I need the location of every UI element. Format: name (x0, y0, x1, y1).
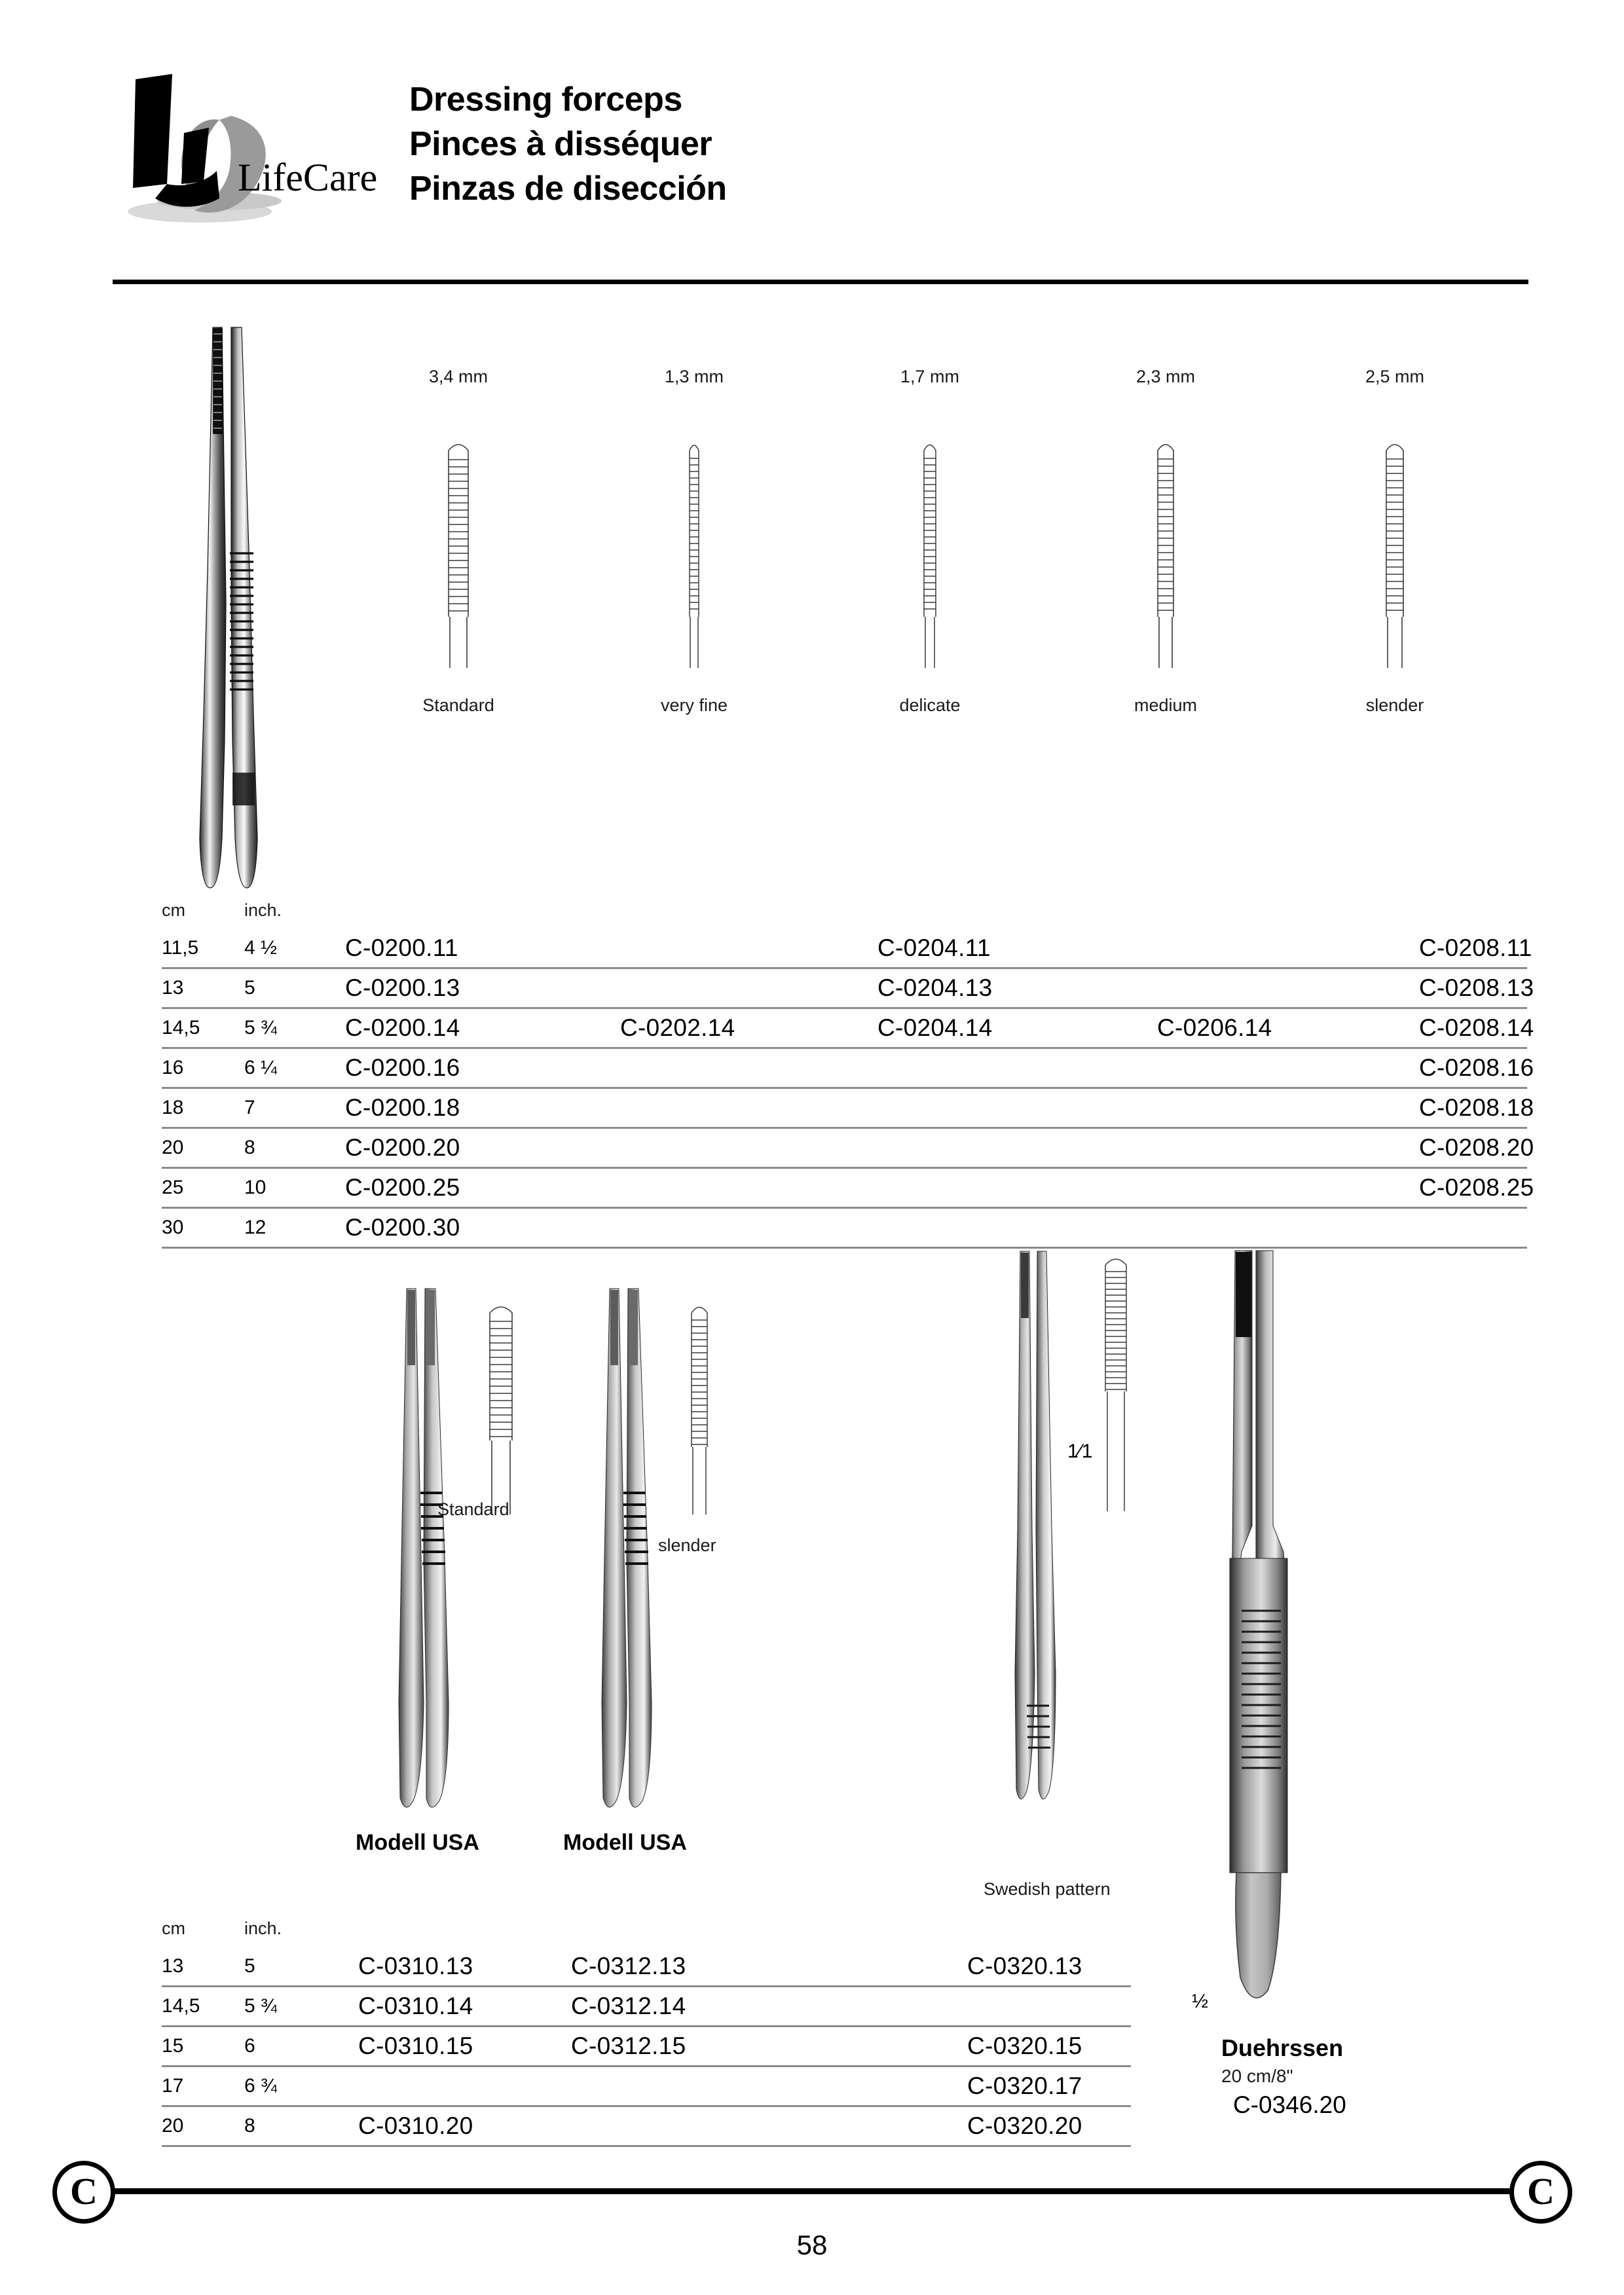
cell-inch: 5 ¾ (244, 1017, 278, 1038)
cell-inch: 8 (244, 2115, 255, 2137)
table-row (162, 969, 1534, 1009)
page-title-es: Pinzas de disección (409, 170, 727, 208)
svg-text:LifeCare: LifeCare (238, 156, 378, 199)
tip-column-4 (1310, 367, 1480, 716)
table-header-row (162, 1919, 1131, 1947)
tip-column-0 (373, 367, 544, 716)
tip-diagram-standard (373, 420, 544, 669)
cell-cm: 13 (162, 1955, 184, 1977)
cell-code-a: C-0200.25 (345, 1174, 460, 1201)
cell-code-b: C-0312.14 (571, 1992, 686, 2019)
label-swedish-pattern: Swedish pattern (984, 1879, 1111, 1899)
cell-code-b: C-0312.13 (571, 1953, 686, 1979)
label-slender-mid: slender (658, 1535, 716, 1555)
cell-cm: 17 (162, 2075, 184, 2097)
tip-diagram-delicate (845, 420, 1015, 669)
tip-diagram-swedish-pattern (1087, 1251, 1146, 1513)
cell-code-c: C-0204.13 (877, 974, 993, 1001)
cell-code-e: C-0208.20 (1419, 1134, 1534, 1161)
table-row (162, 1169, 1534, 1209)
cell-code-d: C-0206.14 (1157, 1014, 1272, 1041)
cell-code-c: C-0320.13 (967, 1953, 1082, 1979)
table-row (162, 1089, 1534, 1129)
cell-code-c: C-0320.20 (967, 2112, 1082, 2139)
cell-cm: 14,5 (162, 1995, 200, 2017)
scale-marker-swedish: 1⁄1 (1067, 1441, 1093, 1462)
tip-mm-label: 2,3 mm (1135, 367, 1196, 386)
cell-inch: 5 (244, 977, 255, 999)
cell-code-c: C-0320.17 (967, 2072, 1082, 2099)
cell-cm: 15 (162, 2035, 184, 2057)
cell-code-a: C-0200.30 (345, 1214, 460, 1241)
tip-mm-label: 1,7 mm (900, 367, 960, 386)
col-header-inch: inch. (244, 1919, 282, 1938)
page-title-fr: Pinces à disséquer (409, 125, 712, 163)
duehrssen-caption-group (1221, 2033, 1496, 2121)
col-header-cm: cm (162, 1919, 185, 1938)
footer-badge-left: C (52, 2161, 115, 2224)
table-header-row (162, 900, 1527, 929)
tip-column-1 (609, 367, 779, 716)
tip-name-label: delicate (899, 695, 961, 715)
lifecare-logo (121, 62, 396, 232)
cell-inch: 10 (244, 1177, 267, 1198)
table-row (162, 1947, 1131, 1987)
tip-column-2 (845, 367, 1015, 716)
duehrssen-code: C-0346.20 (1233, 2091, 1346, 2118)
dressing-forceps-photo-main (193, 321, 265, 897)
cell-cm: 20 (162, 1137, 184, 1158)
page-title-en: Dressing forceps (409, 81, 682, 119)
tip-mm-label: 3,4 mm (428, 367, 489, 386)
cell-code-a: C-0200.20 (345, 1134, 460, 1161)
cell-code-a: C-0310.14 (358, 1992, 473, 2019)
cell-cm: 18 (162, 1097, 184, 1118)
cell-code-e: C-0208.16 (1419, 1054, 1534, 1081)
cell-inch: 6 ¼ (244, 1057, 278, 1078)
cell-code-e: C-0208.11 (1419, 934, 1532, 961)
cell-code-a: C-0200.11 (345, 934, 458, 961)
cell-inch: 5 (244, 1955, 255, 1977)
cell-cm: 16 (162, 1057, 184, 1078)
product-table-upper (162, 900, 1534, 1249)
cell-cm: 25 (162, 1177, 184, 1198)
table-row (162, 1049, 1534, 1089)
cell-cm: 13 (162, 977, 184, 999)
cell-code-c: C-0320.15 (967, 2032, 1082, 2059)
cell-code-a: C-0200.16 (345, 1054, 460, 1081)
duehrssen-size: 20 cm/8" (1221, 2066, 1293, 2086)
cell-code-c: C-0204.14 (877, 1014, 993, 1041)
col-header-inch: inch. (244, 900, 282, 920)
cell-inch: 6 (244, 2035, 255, 2057)
table-row (162, 2067, 1131, 2107)
tip-diagram-slender (1310, 420, 1480, 669)
table-row (162, 2027, 1131, 2067)
col-header-cm: cm (162, 900, 185, 920)
cell-inch: 8 (244, 1137, 255, 1158)
cell-code-c: C-0204.11 (877, 934, 991, 961)
cell-inch: 4 ½ (244, 937, 278, 959)
header-divider (113, 280, 1528, 284)
product-table-lower (162, 1919, 1131, 2147)
table-row (162, 1009, 1534, 1049)
table-row (162, 1129, 1534, 1169)
table-row (162, 929, 1532, 969)
duehrssen-name: Duehrssen (1221, 2034, 1344, 2061)
cell-code-a: C-0310.20 (358, 2112, 473, 2139)
swedish-pattern-forceps-photo (1001, 1247, 1073, 1817)
cell-code-a: C-0310.13 (358, 1953, 473, 1979)
cell-code-b: C-0312.15 (571, 2032, 686, 2059)
tip-name-label: medium (1134, 695, 1198, 715)
scale-marker-duehrssen: ½ (1192, 1991, 1209, 2012)
cell-code-a: C-0200.13 (345, 974, 460, 1001)
page-number: 58 (796, 2230, 828, 2260)
footer-badge-right: C (1509, 2161, 1572, 2224)
cell-cm: 11,5 (162, 937, 199, 959)
label-modell-usa-1: Modell USA (356, 1830, 479, 1855)
cell-code-b: C-0202.14 (620, 1014, 735, 1041)
cell-code-a: C-0200.14 (345, 1014, 460, 1041)
header-title-group (409, 77, 1326, 211)
cell-code-a: C-0310.15 (358, 2032, 473, 2059)
cell-code-a: C-0200.18 (345, 1094, 460, 1121)
tip-column-3 (1080, 367, 1251, 716)
cell-inch: 5 ¾ (244, 1995, 278, 2017)
table-row (162, 1987, 1131, 2027)
cell-inch: 6 ¾ (244, 2075, 278, 2097)
label-modell-usa-2: Modell USA (563, 1830, 687, 1855)
tip-mm-label: 1,3 mm (664, 367, 724, 386)
cell-cm: 14,5 (162, 1017, 200, 1038)
tip-diagram-modell-usa-slender (674, 1300, 727, 1516)
cell-code-e: C-0208.18 (1419, 1094, 1534, 1121)
table-row (162, 2107, 1131, 2147)
tip-name-label: Standard (422, 695, 494, 715)
tip-diagram-modell-usa-standard (471, 1300, 530, 1516)
cell-code-e: C-0208.14 (1419, 1014, 1534, 1041)
cell-inch: 7 (244, 1097, 255, 1118)
cell-inch: 12 (244, 1217, 267, 1238)
tip-name-label: very fine (660, 695, 728, 715)
cell-cm: 30 (162, 1217, 184, 1238)
tip-diagram-very-fine (609, 420, 779, 669)
modell-usa-forceps-photo-1 (383, 1283, 468, 1827)
tip-diagram-medium (1080, 420, 1251, 669)
cell-cm: 20 (162, 2115, 184, 2137)
tip-name-label: slender (1365, 695, 1424, 715)
label-standard-mid: Standard (437, 1499, 509, 1519)
footer-divider (115, 2188, 1509, 2194)
cell-code-e: C-0208.25 (1419, 1174, 1534, 1201)
tip-mm-label: 2,5 mm (1365, 367, 1425, 386)
table-row (162, 1209, 1527, 1249)
duehrssen-forceps-photo (1218, 1244, 1329, 2030)
cell-code-e: C-0208.13 (1419, 974, 1534, 1001)
